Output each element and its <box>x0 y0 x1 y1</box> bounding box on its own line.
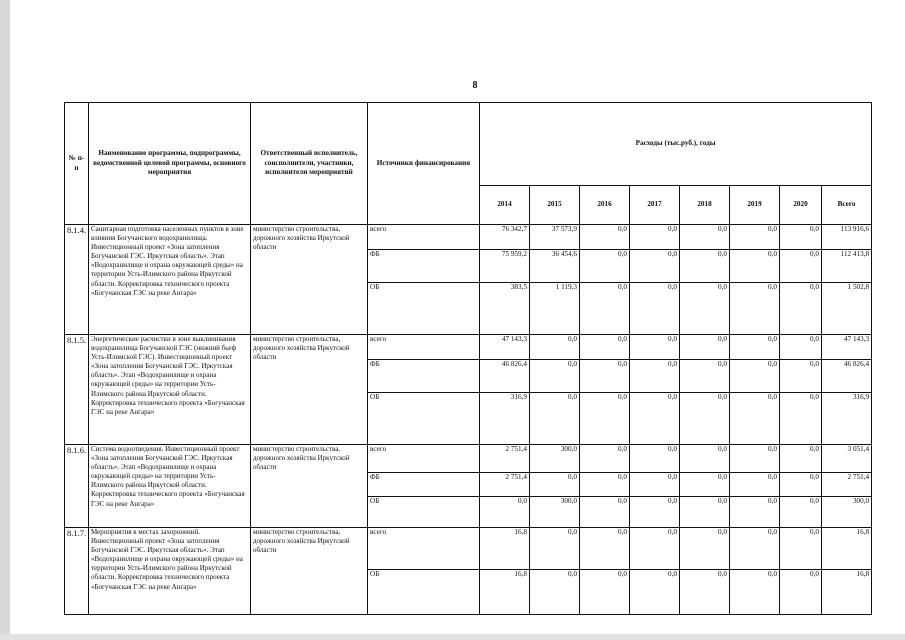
amount-cell: 0,0 <box>630 250 680 283</box>
funding-source: ФБ <box>368 473 480 497</box>
executor: министерство строительства, дорожного хозяйства Иркутской области <box>251 335 368 445</box>
funding-source: ФБ <box>368 360 480 393</box>
amount-cell: 113 916,6 <box>822 225 872 250</box>
expenses-table <box>64 102 872 615</box>
program-name: Санитарная подготовка населенных пунктов в зоне влияния Богучанского водохранилища. Инвестиционный проект «Зона затопления Богучанской ГЭС. Иркутская область». Этап «Водохранилище и охрана окружающей среды» на территории Усть-Илимского района Иркутской области. Корректировка технического проекта «Богучанская ГЭС на реке Ангара» <box>89 225 251 335</box>
amount-cell: 0,0 <box>680 570 730 615</box>
amount-cell: 0,0 <box>580 528 630 570</box>
amount-cell: 0,0 <box>730 393 780 445</box>
amount-cell: 383,5 <box>480 283 530 335</box>
amount-cell: 16,8 <box>480 528 530 570</box>
header-year: 2018 <box>680 186 730 225</box>
amount-cell: 0,0 <box>780 570 822 615</box>
amount-cell: 0,0 <box>630 335 680 360</box>
scan-left-edge <box>0 0 10 640</box>
amount-cell: 300,0 <box>530 445 580 473</box>
amount-cell: 0,0 <box>630 225 680 250</box>
amount-cell: 1 119,3 <box>530 283 580 335</box>
amount-cell: 0,0 <box>780 360 822 393</box>
amount-cell: 0,0 <box>730 335 780 360</box>
amount-cell: 0,0 <box>730 445 780 473</box>
executor: министерство строительства, дорожного хозяйства Иркутской области <box>251 445 368 528</box>
header-expenses: Расходы (тыс.руб.), годы <box>480 103 872 186</box>
program-name: Энергетические расчистки в зоне выклинивания водохранилища Богучанской ГЭС (нижний бьеф Усть-Илимской ГЭС). Инвестиционный проект «Зона затопления Богучанской ГЭС. Иркутская область». Этап «Водохранилище и охрана окружающей среды» на территории Усть-Илимского района Иркутской области. Корректировка технического проекта «Богучанская ГЭС на реке Ангара» <box>89 335 251 445</box>
amount-cell: 0,0 <box>630 360 680 393</box>
header-year: 2019 <box>730 186 780 225</box>
amount-cell: 36 454,6 <box>530 250 580 283</box>
table-row <box>65 528 872 570</box>
amount-cell: 0,0 <box>580 570 630 615</box>
amount-cell: 16,8 <box>822 528 872 570</box>
funding-source: ОБ <box>368 497 480 528</box>
amount-cell: 0,0 <box>630 283 680 335</box>
amount-cell: 0,0 <box>580 497 630 528</box>
amount-cell: 0,0 <box>630 528 680 570</box>
table-header <box>65 103 872 225</box>
amount-cell: 0,0 <box>530 528 580 570</box>
amount-cell: 0,0 <box>580 250 630 283</box>
amount-cell: 0,0 <box>680 225 730 250</box>
amount-cell: 0,0 <box>730 225 780 250</box>
amount-cell: 0,0 <box>630 570 680 615</box>
amount-cell: 0,0 <box>680 250 730 283</box>
header-year: 2020 <box>780 186 822 225</box>
funding-source: ОБ <box>368 393 480 445</box>
header-executor: Ответственный исполнитель, соисполнители, участники, исполнители мероприятий <box>251 103 368 225</box>
amount-cell: 300,0 <box>822 497 872 528</box>
funding-source: ФБ <box>368 250 480 283</box>
header-year: 2015 <box>530 186 580 225</box>
amount-cell: 0,0 <box>780 250 822 283</box>
amount-cell: 0,0 <box>730 570 780 615</box>
amount-cell: 0,0 <box>580 393 630 445</box>
amount-cell: 47 143,3 <box>822 335 872 360</box>
amount-cell: 0,0 <box>530 473 580 497</box>
amount-cell: 0,0 <box>680 393 730 445</box>
amount-cell: 0,0 <box>730 497 780 528</box>
amount-cell: 2 751,4 <box>480 473 530 497</box>
amount-cell: 46 826,4 <box>480 360 530 393</box>
amount-cell: 0,0 <box>680 497 730 528</box>
amount-cell: 0,0 <box>730 283 780 335</box>
amount-cell: 0,0 <box>680 283 730 335</box>
header-program-name: Наименование программы, подпрограммы, ведомственной целевой программы, основного мероприятия <box>89 103 251 225</box>
amount-cell: 0,0 <box>780 528 822 570</box>
amount-cell: 0,0 <box>630 473 680 497</box>
amount-cell: 16,8 <box>480 570 530 615</box>
amount-cell: 0,0 <box>580 335 630 360</box>
amount-cell: 0,0 <box>780 283 822 335</box>
page-number: 8 <box>472 80 478 91</box>
amount-cell: 76 342,7 <box>480 225 530 250</box>
header-year: 2016 <box>580 186 630 225</box>
amount-cell: 0,0 <box>680 335 730 360</box>
amount-cell: 0,0 <box>780 225 822 250</box>
amount-cell: 46 826,4 <box>822 360 872 393</box>
amount-cell: 0,0 <box>730 528 780 570</box>
amount-cell: 0,0 <box>780 473 822 497</box>
funding-source: всего <box>368 528 480 570</box>
amount-cell: 0,0 <box>780 335 822 360</box>
amount-cell: 0,0 <box>580 225 630 250</box>
amount-cell: 0,0 <box>730 360 780 393</box>
amount-cell: 0,0 <box>580 360 630 393</box>
amount-cell: 0,0 <box>730 473 780 497</box>
header-num: № п-п <box>65 103 89 225</box>
amount-cell: 0,0 <box>580 283 630 335</box>
amount-cell: 0,0 <box>780 497 822 528</box>
table-row <box>65 225 872 250</box>
row-number: 8.1.6. <box>65 445 89 528</box>
header-year: 2014 <box>480 186 530 225</box>
table-row <box>65 445 872 473</box>
amount-cell: 0,0 <box>580 473 630 497</box>
amount-cell: 112 413,8 <box>822 250 872 283</box>
amount-cell: 75 959,2 <box>480 250 530 283</box>
amount-cell: 0,0 <box>530 393 580 445</box>
amount-cell: 0,0 <box>580 445 630 473</box>
amount-cell: 0,0 <box>780 445 822 473</box>
program-name: Система водоотведения. Инвестиционный проект «Зона затопления Богучанской ГЭС. Иркутская область». Этап «Водохранилище и охрана окружающей среды» на территории Усть-Илимского района Иркутской области. Корректировка технического проекта «Богучанская ГЭС на реке Ангара» <box>89 445 251 528</box>
amount-cell: 0,0 <box>730 250 780 283</box>
amount-cell: 47 143,3 <box>480 335 530 360</box>
scan-bottom-edge <box>0 634 905 640</box>
amount-cell: 316,9 <box>480 393 530 445</box>
header-year: 2017 <box>630 186 680 225</box>
row-number: 8.1.7. <box>65 528 89 615</box>
amount-cell: 3 051,4 <box>822 445 872 473</box>
funding-source: всего <box>368 445 480 473</box>
amount-cell: 0,0 <box>630 497 680 528</box>
amount-cell: 0,0 <box>680 528 730 570</box>
header-year: Всего <box>822 186 872 225</box>
table-body <box>65 225 872 615</box>
funding-source: ОБ <box>368 570 480 615</box>
amount-cell: 0,0 <box>530 360 580 393</box>
header-funding-source: Источники финансирования <box>368 103 480 225</box>
amount-cell: 0,0 <box>680 445 730 473</box>
amount-cell: 2 751,4 <box>480 445 530 473</box>
row-number: 8.1.4. <box>65 225 89 335</box>
amount-cell: 300,0 <box>530 497 580 528</box>
amount-cell: 0,0 <box>480 497 530 528</box>
amount-cell: 2 751,4 <box>822 473 872 497</box>
amount-cell: 316,9 <box>822 393 872 445</box>
amount-cell: 0,0 <box>680 360 730 393</box>
row-number: 8.1.5. <box>65 335 89 445</box>
executor: министерство строительства, дорожного хозяйства Иркутской области <box>251 528 368 615</box>
funding-source: ОБ <box>368 283 480 335</box>
funding-source: всего <box>368 225 480 250</box>
table-row <box>65 335 872 360</box>
amount-cell: 0,0 <box>530 570 580 615</box>
amount-cell: 0,0 <box>780 393 822 445</box>
amount-cell: 0,0 <box>630 445 680 473</box>
amount-cell: 0,0 <box>630 393 680 445</box>
amount-cell: 0,0 <box>680 473 730 497</box>
program-name: Мероприятия в местах захоронений. Инвестиционный проект «Зона затопления Богучанской ГЭС. Иркутская область». Этап «Водохранилище и охрана окружающей среды» на территории Усть-Илимского района Иркутской области. Корректировка технического проекта «Богучанская ГЭС на реке Ангара» <box>89 528 251 615</box>
amount-cell: 1 502,8 <box>822 283 872 335</box>
amount-cell: 37 573,9 <box>530 225 580 250</box>
amount-cell: 16,8 <box>822 570 872 615</box>
funding-source: всего <box>368 335 480 360</box>
executor: министерство строительства, дорожного хозяйства Иркутской области <box>251 225 368 335</box>
amount-cell: 0,0 <box>530 335 580 360</box>
